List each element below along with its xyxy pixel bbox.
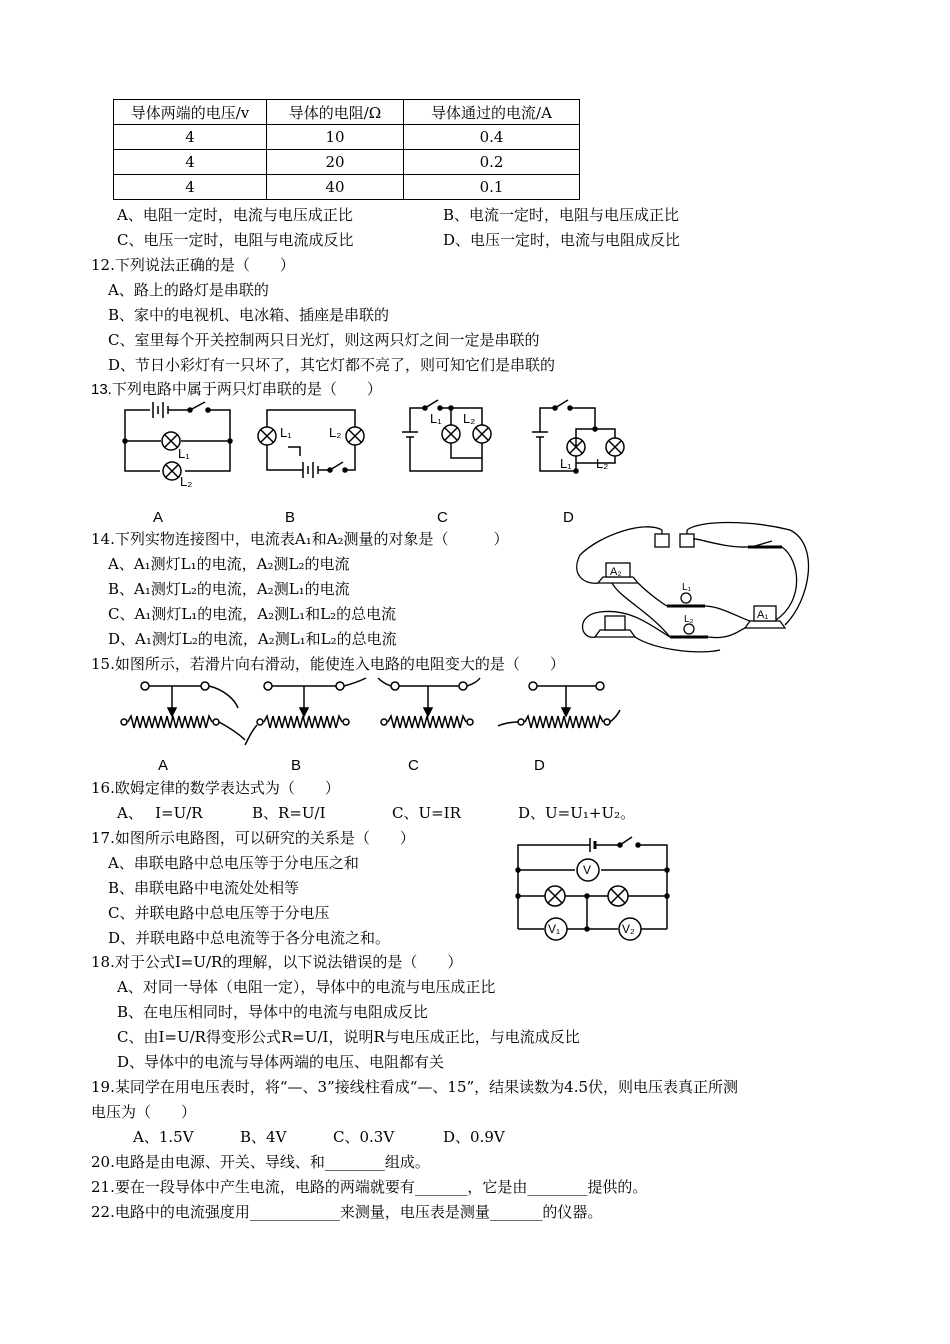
q13-stem: 13.下列电路中属于两只灯串联的是（ ） [91,381,382,398]
q14-fig-l2-label: L₂ [684,614,694,625]
q15-label-d: D [534,757,545,774]
q15-label-c: C [408,757,419,774]
q12-option-b: B、家中的电视机、电冰箱、插座是串联的 [108,306,390,324]
q11-option-b: B、电流一定时，电阻与电压成正比 [443,206,680,224]
q14-option-d: D、A₁测灯L₂的电流，A₂测L₁和L₂的总电流 [108,630,397,648]
q17-fig-v1-label: V₁ [548,922,561,936]
circuit-c-lamp2-label: L₂ [463,411,476,426]
q19-option-c: C、0.3V [333,1128,395,1146]
table-cell: 4 [114,150,267,175]
q11-option-a: A、电阻一定时，电流与电压成正比 [117,206,353,224]
circuit-d-lamp1-label: L₁ [560,456,572,471]
q14-stem: 14.下列实物连接图中，电流表A₁和A₂测量的对象是（ ） [91,530,509,548]
q18-option-c: C、由I=U/R得变形公式R=U/I，说明R与电压成正比，与电流成反比 [117,1028,580,1046]
q13-label-c: C [437,509,448,526]
table-cell: 0.4 [404,125,580,150]
circuit-b-lamp1-label: L₁ [280,425,292,440]
q18-option-b: B、在电压相同时，导体中的电流与电阻成反比 [117,1003,429,1021]
q13-label-b: B [285,509,296,526]
table-cell: 4 [114,125,267,150]
q15-label-a: A [158,757,169,774]
q19-option-b: B、4V [240,1128,287,1146]
q17-option-b: B、串联电路中电流处处相等 [108,879,300,897]
q14-option-b: B、A₁测灯L₂的电流，A₂测L₁的电流 [108,580,350,598]
q19-stem-line2: 电压为（ ） [91,1103,197,1121]
q18-option-a: A、对同一导体（电阻一定），导体中的电流与电压成正比 [117,978,496,996]
q17-stem: 17.如图所示电路图，可以研究的关系是（ ） [91,829,415,847]
q16-option-b: B、R=U/I [252,804,326,822]
q16-option-c: C、U=IR [392,804,461,822]
q18-stem: 18.对于公式I=U/R的理解，以下说法错误的是（ ） [91,953,463,971]
q12-option-c: C、室里每个开关控制两只日光灯，则这两只灯之间一定是串联的 [108,331,540,349]
q12-stem: 12.下列说法正确的是（ ） [91,256,295,274]
table-cell: 10 [267,125,404,150]
circuit-a-lamp1-label: L₁ [178,446,190,461]
circuit-c-lamp1-label: L₁ [430,411,442,426]
circuit-d-lamp2-label: L₂ [596,456,609,471]
q17-fig-v2-label: V₂ [622,922,635,936]
q14-option-a: A、A₁测灯L₁的电流，A₂测L₂的电流 [108,555,350,573]
q14-fig-l1-label: L₁ [682,582,691,593]
table-header: 导体的电阻/Ω [267,100,404,125]
q19-option-d: D、0.9V [443,1128,505,1146]
q12-option-a: A、路上的路灯是串联的 [108,281,269,299]
q21-text: 21.要在一段导体中产生电流，电路的两端就要有_______，它是由________提供的。 [91,1178,648,1196]
q16-option-a: A、 I=U/R [117,804,203,822]
table-header: 导体两端的电压/v [114,100,267,125]
table-cell: 4 [114,175,267,200]
circuit-b-lamp2-label: L₂ [329,425,342,440]
q22-text: 22.电路中的电流强度用____________来测量，电压表是测量_______的仪器。 [91,1203,603,1221]
table-cell: 0.2 [404,150,580,175]
table-cell: 20 [267,150,404,175]
q15-stem: 15.如图所示，若滑片向右滑动，能使连入电路的电阻变大的是（ ） [91,655,565,673]
q19-stem-line1: 19.某同学在用电压表时，将“—、3”接线柱看成“—、15”，结果读数为4.5伏，则电压表真正所测 [91,1078,739,1096]
q17-option-c: C、并联电路中总电压等于分电压 [108,904,330,922]
circuit-a-lamp2-label: L₂ [180,474,193,489]
table-cell: 40 [267,175,404,200]
q19-option-a: A、1.5V [133,1128,194,1146]
q16-option-d: D、U=U₁+U₂。 [518,804,636,822]
q14-fig-a2-label: A₂ [610,566,622,578]
q15-label-b: B [291,757,302,774]
q17-option-a: A、串联电路中总电压等于分电压之和 [108,854,359,872]
q11-option-c: C、电压一定时，电阻与电流成反比 [117,231,354,249]
q20-text: 20.电路是由电源、开关、导线、和________组成。 [91,1153,430,1171]
q17-fig-v-label: V [583,863,592,877]
q13-label-d: D [563,509,574,526]
q13-label-a: A [153,509,164,526]
q11-option-d: D、电压一定时，电流与电阻成反比 [443,231,681,249]
q14-option-c: C、A₁测灯L₁的电流，A₂测L₁和L₂的总电流 [108,605,397,623]
table-cell: 0.1 [404,175,580,200]
q18-option-d: D、导体中的电流与导体两端的电压、电阻都有关 [117,1053,445,1071]
q17-option-d: D、并联电路中总电流等于各分电流之和。 [108,929,391,947]
q14-fig-a1-label: A₁ [757,609,769,621]
q12-option-d: D、节日小彩灯有一只坏了，其它灯都不亮了，则可知它们是串联的 [108,356,556,374]
table-header: 导体通过的电流/A [404,100,580,125]
q16-stem: 16.欧姆定律的数学表达式为（ ） [91,779,340,797]
